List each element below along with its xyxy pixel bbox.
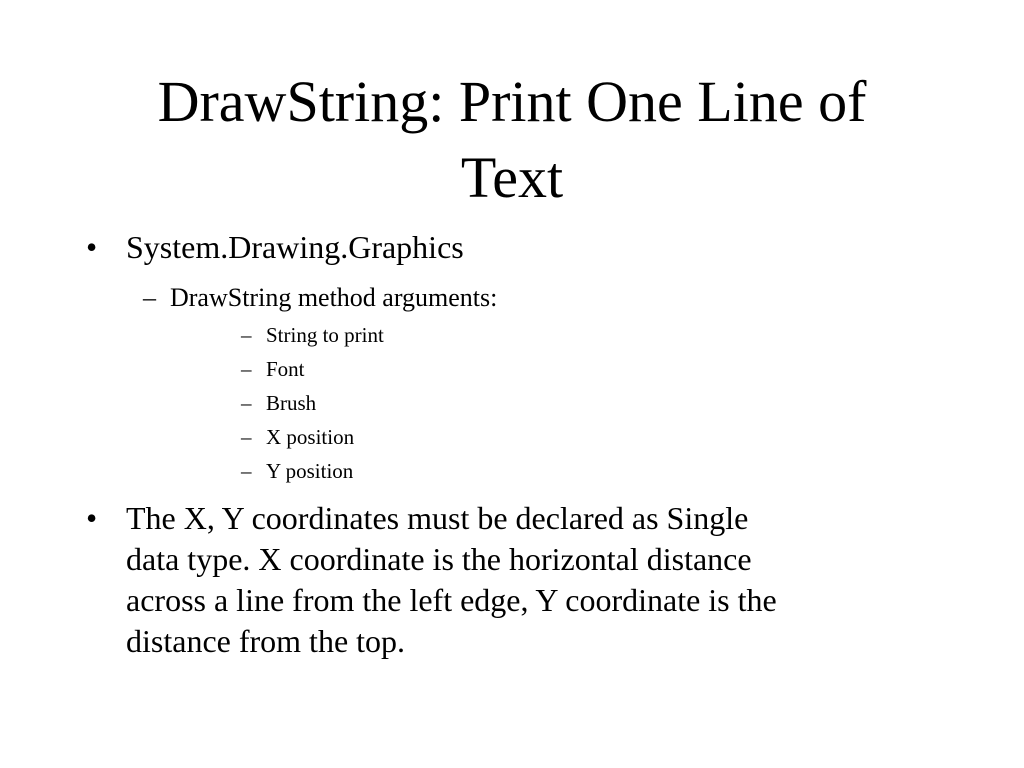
dash-marker: – <box>241 459 252 483</box>
arg-item-text: Font <box>266 357 305 381</box>
bullet-2-line: distance from the top. <box>126 623 406 659</box>
dash-marker: – <box>241 391 252 415</box>
bullet-2-line: data type. X coordinate is the horizontal distance <box>126 541 752 577</box>
bullet-2-line: The X, Y coordinates must be declared as Single <box>126 500 749 536</box>
bullet-1-text: System.Drawing.Graphics <box>126 229 464 265</box>
bullet-2-line: across a line from the left edge, Y coordinate is the <box>126 582 777 618</box>
arg-item-text: X position <box>266 425 355 449</box>
dash-marker: – <box>143 283 156 312</box>
arg-item-text: String to print <box>266 323 384 347</box>
bullet-marker: • <box>86 500 98 536</box>
slide-title <box>80 64 944 216</box>
bullet-2-text <box>126 498 946 662</box>
title-line-1: DrawString: Print One Line of <box>157 69 867 134</box>
title-line-2: Text <box>460 145 564 210</box>
arg-item-text: Brush <box>266 391 317 415</box>
sub-bullet-1-text: DrawString method arguments: <box>170 283 498 312</box>
dash-marker: – <box>241 357 252 381</box>
dash-marker: – <box>241 425 252 449</box>
dash-marker: – <box>241 323 252 347</box>
bullet-marker: • <box>86 229 98 265</box>
arg-item-text: Y position <box>266 459 354 483</box>
